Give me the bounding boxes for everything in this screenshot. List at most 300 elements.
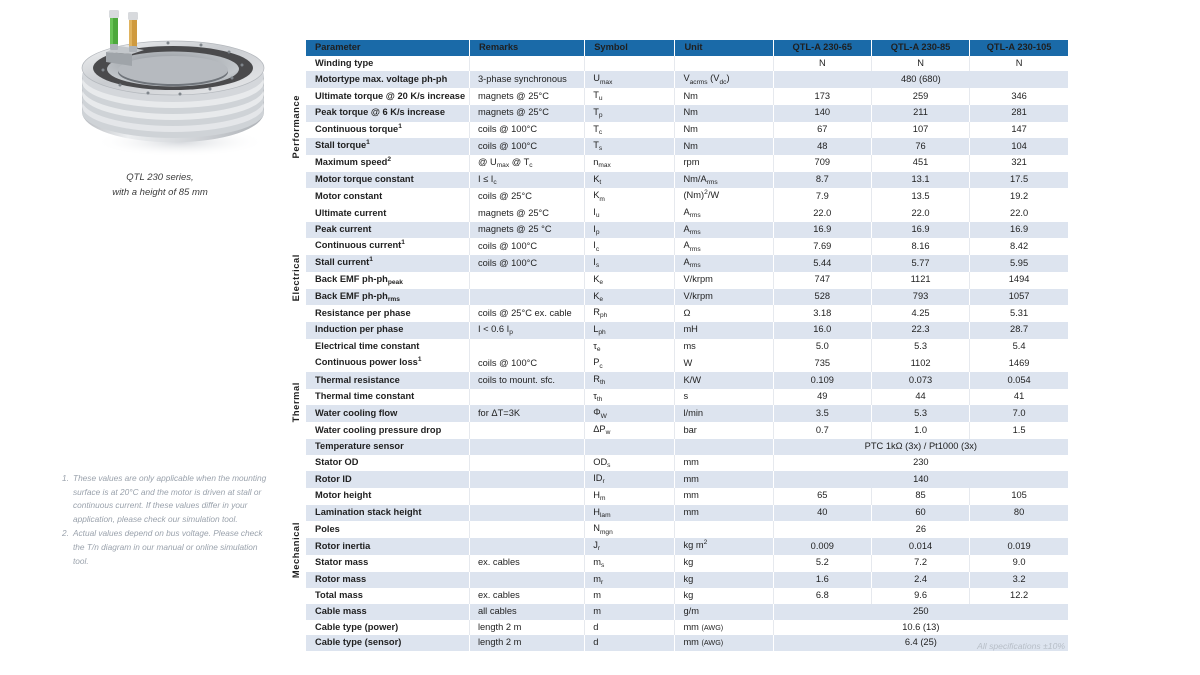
cell-value-model-1: 1.6	[773, 572, 871, 589]
cell-remarks: 3-phase synchronous	[469, 71, 584, 88]
cell-symbol: $P_c$	[585, 355, 675, 372]
cell-parameter: Cable mass	[306, 604, 469, 620]
cell-symbol: $\Phi_W$	[585, 405, 675, 422]
cell-parameter: Motor height	[306, 488, 469, 505]
cell-value-model-1: 747	[773, 272, 871, 289]
section-tab-label: Thermal	[291, 381, 302, 423]
cell-value-model-2: 1102	[871, 355, 969, 372]
cell-value-model-3: 9.0	[970, 555, 1068, 572]
cell-symbol: $K_e$	[585, 289, 675, 306]
table-header-row	[288, 40, 1068, 56]
table-row	[288, 505, 1068, 522]
table-row	[288, 71, 1068, 88]
table-row	[288, 88, 1068, 105]
cell-parameter: Total mass	[306, 588, 469, 604]
cell-value-model-2: 0.073	[871, 372, 969, 389]
cell-value-model-3: 1469	[970, 355, 1068, 372]
cell-remarks: magnets @ 25°C	[469, 205, 584, 222]
table-row	[288, 205, 1068, 222]
cell-symbol: $OD_s$	[585, 455, 675, 472]
cell-value-model-1: 3.5	[773, 405, 871, 422]
cell-parameter: Continuous current$^1$	[306, 238, 469, 255]
cell-parameter: Water cooling flow	[306, 405, 469, 422]
cell-remarks	[469, 56, 584, 72]
cell-value-model-3: 1.5	[970, 422, 1068, 439]
cell-symbol: d	[585, 620, 675, 636]
cell-unit: $A_{rms}$	[675, 205, 773, 222]
table-row	[288, 222, 1068, 239]
cell-symbol: m	[585, 604, 675, 620]
cell-remarks	[469, 422, 584, 439]
cell-value-model-3: 17.5	[970, 172, 1068, 189]
cell-parameter: Peak torque @ 6 K/s increase	[306, 105, 469, 122]
cell-unit: mm	[675, 471, 773, 488]
section-tab-label: Performance	[291, 95, 302, 159]
cell-remarks	[469, 471, 584, 488]
cell-value-model-2: 5.3	[871, 339, 969, 356]
cell-remarks	[469, 439, 584, 455]
cell-value-model-3: 41	[970, 389, 1068, 406]
cell-unit: mm	[675, 488, 773, 505]
cell-remarks	[469, 521, 584, 538]
cell-value-merged: 250	[773, 604, 1068, 620]
cell-value-model-1: 8.7	[773, 172, 871, 189]
table-row	[288, 588, 1068, 604]
cell-value-merged: 6.4 (25)	[773, 635, 1068, 651]
cell-value-model-1: 0.009	[773, 538, 871, 555]
cell-unit: kg	[675, 572, 773, 589]
cell-unit: $A_{rms}$	[675, 238, 773, 255]
cell-value-model-1: 16.0	[773, 322, 871, 339]
cell-value-model-1: 7.9	[773, 188, 871, 205]
table-row	[288, 305, 1068, 322]
cell-value-model-2: 7.2	[871, 555, 969, 572]
table-row	[288, 521, 1068, 538]
cell-unit: kg	[675, 588, 773, 604]
cell-symbol: m	[585, 588, 675, 604]
cell-unit: V/krpm	[675, 289, 773, 306]
cell-value-model-1: 709	[773, 155, 871, 172]
cell-value-model-2: 5.77	[871, 255, 969, 272]
table-row	[288, 56, 1068, 72]
cell-parameter: Resistance per phase	[306, 305, 469, 322]
cell-remarks: @ $U_{max}$ @ $T_c$	[469, 155, 584, 172]
footnote-1	[62, 472, 267, 526]
cell-symbol: $L_{ph}$	[585, 322, 675, 339]
cell-parameter: Rotor mass	[306, 572, 469, 589]
cell-parameter: Maximum speed$^2$	[306, 155, 469, 172]
cell-parameter: Motor torque constant	[306, 172, 469, 189]
cell-value-model-3: 5.95	[970, 255, 1068, 272]
cell-value-model-2: 85	[871, 488, 969, 505]
cell-unit: kg $m^2$	[675, 538, 773, 555]
cell-remarks: magnets @ 25°C	[469, 105, 584, 122]
cell-unit: kg	[675, 555, 773, 572]
cell-unit: Nm	[675, 122, 773, 139]
table-row	[288, 122, 1068, 139]
header-remarks: Remarks	[469, 40, 584, 56]
cell-unit: $(Nm)^2/W$	[675, 188, 773, 205]
cell-parameter: Cable type (sensor)	[306, 635, 469, 651]
cell-unit: mm (AWG)	[675, 620, 773, 636]
cell-value-model-1: 3.18	[773, 305, 871, 322]
cell-remarks: length 2 m	[469, 635, 584, 651]
cell-value-model-2: 211	[871, 105, 969, 122]
cell-value-model-3: 0.054	[970, 372, 1068, 389]
cell-symbol: $H_m$	[585, 488, 675, 505]
table-row	[288, 172, 1068, 189]
cell-symbol: $K_e$	[585, 272, 675, 289]
cell-value-model-1: 22.0	[773, 205, 871, 222]
cell-value-model-2: 8.16	[871, 238, 969, 255]
cell-value-model-2: 793	[871, 289, 969, 306]
cell-remarks	[469, 289, 584, 306]
table-row	[288, 488, 1068, 505]
header-symbol: Symbol	[585, 40, 675, 56]
cell-value-model-3: 1057	[970, 289, 1068, 306]
cell-unit: W	[675, 355, 773, 372]
cell-remarks: magnets @ 25°C	[469, 88, 584, 105]
cell-symbol: $I_p$	[585, 222, 675, 239]
footnote-number: 1.	[62, 473, 69, 483]
cell-parameter: Cable type (power)	[306, 620, 469, 636]
figure-caption-line1: QTL 230 series,	[126, 172, 194, 183]
table-row	[288, 255, 1068, 272]
cell-value-model-1: 0.7	[773, 422, 871, 439]
cell-symbol: $K_t$	[585, 172, 675, 189]
cell-remarks: I < 0.6 $I_p$	[469, 322, 584, 339]
cell-parameter: Stator OD	[306, 455, 469, 472]
cell-value-model-1: 6.8	[773, 588, 871, 604]
specification-table-wrapper	[288, 40, 1068, 652]
cell-symbol: $I_c$	[585, 238, 675, 255]
cell-symbol: $H_{lam}$	[585, 505, 675, 522]
table-row	[288, 238, 1068, 255]
cell-unit: s	[675, 389, 773, 406]
cell-value-model-3: 281	[970, 105, 1068, 122]
cell-value-model-3: 147	[970, 122, 1068, 139]
cell-value-model-3: 0.019	[970, 538, 1068, 555]
cell-value-model-2: 107	[871, 122, 969, 139]
table-row	[288, 455, 1068, 472]
cell-parameter: Ultimate torque @ 20 K/s increase	[306, 88, 469, 105]
cell-unit	[675, 521, 773, 538]
section-tab-mechanical	[288, 455, 306, 651]
cell-value-model-3: 80	[970, 505, 1068, 522]
cell-parameter: Rotor inertia	[306, 538, 469, 555]
cell-value-model-1: 48	[773, 138, 871, 155]
cell-value-model-3: 346	[970, 88, 1068, 105]
cell-value-model-3: 5.31	[970, 305, 1068, 322]
cell-symbol: $m_s$	[585, 555, 675, 572]
header-unit: Unit	[675, 40, 773, 56]
figure-caption-line2: with a height of 85 mm	[112, 187, 208, 198]
cell-value-model-2: 60	[871, 505, 969, 522]
cell-value-model-1: 5.44	[773, 255, 871, 272]
cell-value-model-1: 140	[773, 105, 871, 122]
section-tab-thermal	[288, 355, 306, 454]
cell-value-model-1: 67	[773, 122, 871, 139]
cell-remarks: coils @ 100°C	[469, 255, 584, 272]
table-row	[288, 439, 1068, 455]
cell-remarks	[469, 339, 584, 356]
cell-parameter: Induction per phase	[306, 322, 469, 339]
cell-parameter: Electrical time constant	[306, 339, 469, 356]
cell-value-model-1: 40	[773, 505, 871, 522]
cell-remarks	[469, 389, 584, 406]
cell-remarks	[469, 538, 584, 555]
cell-value-model-1: 49	[773, 389, 871, 406]
table-row	[288, 322, 1068, 339]
cell-parameter: Stall torque$^1$	[306, 138, 469, 155]
cell-value-model-3: 3.2	[970, 572, 1068, 589]
table-row	[288, 272, 1068, 289]
cell-value-model-2: 451	[871, 155, 969, 172]
motor-illustration	[58, 8, 286, 160]
cell-symbol: $T_u$	[585, 88, 675, 105]
cell-value-model-1: 5.2	[773, 555, 871, 572]
cell-unit: ms	[675, 339, 773, 356]
cell-symbol: $ID_r$	[585, 471, 675, 488]
cell-value-model-3: 8.42	[970, 238, 1068, 255]
cell-unit: $Nm/A_{rms}$	[675, 172, 773, 189]
header-parameter: Parameter	[306, 40, 469, 56]
table-row	[288, 604, 1068, 620]
header-model-3: QTL-A 230-105	[970, 40, 1068, 56]
motor-product-photo	[58, 8, 286, 160]
cell-symbol	[585, 56, 675, 72]
cell-value-merged: 10.6 (13)	[773, 620, 1068, 636]
cell-remarks	[469, 572, 584, 589]
cell-unit: Nm	[675, 138, 773, 155]
cell-unit	[675, 56, 773, 72]
table-row	[288, 289, 1068, 306]
cell-parameter: Stall current$^1$	[306, 255, 469, 272]
cell-unit: mH	[675, 322, 773, 339]
footnote-text: These values are only applicable when the mounting surface is at 20°C and the motor is driven at stall or continuous current. If these values differ in your application, please check our simulation tool.	[73, 473, 267, 524]
cell-unit: mm	[675, 455, 773, 472]
footnote-text: Actual values depend on bus voltage. Please check the T/n diagram in our manual or online simulation tool.	[73, 528, 263, 566]
table-row	[288, 572, 1068, 589]
header-model-2: QTL-A 230-85	[871, 40, 969, 56]
left-column	[0, 0, 288, 675]
cell-symbol: $\tau_e$	[585, 339, 675, 356]
cell-unit: g/m	[675, 604, 773, 620]
cell-symbol: $T_c$	[585, 122, 675, 139]
cell-value-model-1: 65	[773, 488, 871, 505]
cell-value-model-3: N	[970, 56, 1068, 72]
cell-unit: $A_{rms}$	[675, 255, 773, 272]
cell-value-merged: PTC 1kΩ (3x) / Pt1000 (3x)	[773, 439, 1068, 455]
cell-value-model-2: 13.5	[871, 188, 969, 205]
cell-symbol: $I_u$	[585, 205, 675, 222]
cell-symbol: $m_r$	[585, 572, 675, 589]
cell-remarks: for ΔT=3K	[469, 405, 584, 422]
table-row	[288, 105, 1068, 122]
cell-value-model-2: 259	[871, 88, 969, 105]
cell-parameter: Back EMF $ph-ph_{rms}$	[306, 289, 469, 306]
cell-value-model-2: 13.1	[871, 172, 969, 189]
cell-symbol: $K_m$	[585, 188, 675, 205]
cell-unit: Nm	[675, 88, 773, 105]
cell-parameter: Continuous torque$^1$	[306, 122, 469, 139]
cell-value-model-2: 44	[871, 389, 969, 406]
cell-remarks: coils to mount. sfc.	[469, 372, 584, 389]
cell-parameter: Thermal time constant	[306, 389, 469, 406]
table-row	[288, 355, 1068, 372]
cell-parameter: Ultimate current	[306, 205, 469, 222]
cell-value-model-1: 5.0	[773, 339, 871, 356]
specification-table	[288, 40, 1068, 652]
cell-symbol: d	[585, 635, 675, 651]
cell-unit: Ω	[675, 305, 773, 322]
header-model-1: QTL-A 230-65	[773, 40, 871, 56]
table-row	[288, 372, 1068, 389]
section-tab-label: Mechanical	[291, 521, 302, 578]
cell-parameter: Poles	[306, 521, 469, 538]
cell-unit: $A_{rms}$	[675, 222, 773, 239]
cell-remarks: ex. cables	[469, 555, 584, 572]
cell-value-model-3: 28.7	[970, 322, 1068, 339]
cell-symbol: $T_s$	[585, 138, 675, 155]
cell-remarks: ex. cables	[469, 588, 584, 604]
cell-symbol: $J_r$	[585, 538, 675, 555]
cell-parameter: Winding type	[306, 56, 469, 72]
table-row	[288, 555, 1068, 572]
table-row	[288, 339, 1068, 356]
cell-value-model-2: 4.25	[871, 305, 969, 322]
cell-remarks: coils @ 100°C	[469, 122, 584, 139]
cell-parameter: Thermal resistance	[306, 372, 469, 389]
table-row	[288, 422, 1068, 439]
cell-parameter: Temperature sensor	[306, 439, 469, 455]
cell-unit: l/min	[675, 405, 773, 422]
cell-value-model-3: 22.0	[970, 205, 1068, 222]
section-tab-performance	[288, 56, 306, 205]
table-row	[288, 471, 1068, 488]
cell-value-model-2: 1.0	[871, 422, 969, 439]
cell-remarks: coils @ 100°C	[469, 138, 584, 155]
cell-value-model-1: 0.109	[773, 372, 871, 389]
cell-symbol: $R_{ph}$	[585, 305, 675, 322]
table-row	[288, 538, 1068, 555]
cell-unit: mm	[675, 505, 773, 522]
table-body	[288, 56, 1068, 651]
cell-parameter: Lamination stack height	[306, 505, 469, 522]
cell-remarks: coils @ 100°C	[469, 238, 584, 255]
cell-remarks: all cables	[469, 604, 584, 620]
section-tab-electrical	[288, 205, 306, 355]
cell-parameter: Rotor ID	[306, 471, 469, 488]
cell-parameter: Continuous power loss$^1$	[306, 355, 469, 372]
cell-value-model-2: 5.3	[871, 405, 969, 422]
cell-value-model-3: 321	[970, 155, 1068, 172]
cell-remarks: coils @ 100°C	[469, 355, 584, 372]
table-row	[288, 138, 1068, 155]
table-row	[288, 188, 1068, 205]
specifications-tolerance-note: All specifications ±10%	[977, 641, 1065, 651]
footnote-2	[62, 527, 267, 568]
cell-unit: $V_{acrms}$ $(V_{dc})$	[675, 71, 773, 88]
cell-unit: K/W	[675, 372, 773, 389]
cell-value-model-1: 7.69	[773, 238, 871, 255]
table-header	[288, 40, 1068, 56]
cell-symbol: $T_p$	[585, 105, 675, 122]
cell-value-model-2: 22.0	[871, 205, 969, 222]
cell-symbol	[585, 439, 675, 455]
cell-value-merged: 480 (680)	[773, 71, 1068, 88]
cell-remarks: length 2 m	[469, 620, 584, 636]
cell-value-merged: 26	[773, 521, 1068, 538]
cell-remarks	[469, 272, 584, 289]
cell-symbol: $\tau_{th}$	[585, 389, 675, 406]
cell-value-model-3: 1494	[970, 272, 1068, 289]
cell-symbol: $N_{mgn}$	[585, 521, 675, 538]
cell-unit: Nm	[675, 105, 773, 122]
cell-unit: V/krpm	[675, 272, 773, 289]
section-tab-label: Electrical	[291, 253, 302, 302]
cell-parameter: Motortype max. voltage ph-ph	[306, 71, 469, 88]
cell-value-merged: 230	[773, 455, 1068, 472]
cell-value-model-2: 1121	[871, 272, 969, 289]
cell-value-model-1: 16.9	[773, 222, 871, 239]
cell-remarks: $I \le I_c$	[469, 172, 584, 189]
cell-value-model-3: 105	[970, 488, 1068, 505]
cell-parameter: Peak current	[306, 222, 469, 239]
table-row	[288, 389, 1068, 406]
cell-remarks: magnets @ 25 °C	[469, 222, 584, 239]
cell-value-model-3: 7.0	[970, 405, 1068, 422]
cell-value-model-1: 528	[773, 289, 871, 306]
cell-symbol: $\Delta P_w$	[585, 422, 675, 439]
cell-value-model-3: 19.2	[970, 188, 1068, 205]
cell-value-model-1: 173	[773, 88, 871, 105]
cell-value-model-2: 2.4	[871, 572, 969, 589]
cell-symbol: $R_{th}$	[585, 372, 675, 389]
cell-value-model-2: 0.014	[871, 538, 969, 555]
cell-parameter: Back EMF $ph-ph_{peak}$	[306, 272, 469, 289]
figure-caption	[40, 170, 280, 200]
footnote-number: 2.	[62, 528, 69, 539]
cell-remarks: coils @ 25°C	[469, 188, 584, 205]
cell-value-model-2: 9.6	[871, 588, 969, 604]
cell-unit	[675, 439, 773, 455]
table-row	[288, 405, 1068, 422]
cell-value-model-1: N	[773, 56, 871, 72]
table-row	[288, 155, 1068, 172]
cell-value-model-3: 16.9	[970, 222, 1068, 239]
cell-symbol: $U_{max}$	[585, 71, 675, 88]
cell-parameter: Water cooling pressure drop	[306, 422, 469, 439]
cell-symbol: $n_{max}$	[585, 155, 675, 172]
cell-remarks	[469, 505, 584, 522]
cell-value-model-3: 104	[970, 138, 1068, 155]
cell-value-model-3: 12.2	[970, 588, 1068, 604]
cell-value-model-1: 735	[773, 355, 871, 372]
cell-value-model-2: N	[871, 56, 969, 72]
cell-remarks: coils @ 25°C ex. cable	[469, 305, 584, 322]
cell-symbol: $I_s$	[585, 255, 675, 272]
cell-value-model-2: 76	[871, 138, 969, 155]
cell-unit: rpm	[675, 155, 773, 172]
cell-remarks	[469, 455, 584, 472]
header-tab-spacer	[288, 40, 306, 56]
cell-parameter: Motor constant	[306, 188, 469, 205]
cell-value-model-2: 22.3	[871, 322, 969, 339]
footnotes-block	[62, 472, 267, 569]
table-row	[288, 620, 1068, 636]
cell-value-model-3: 5.4	[970, 339, 1068, 356]
